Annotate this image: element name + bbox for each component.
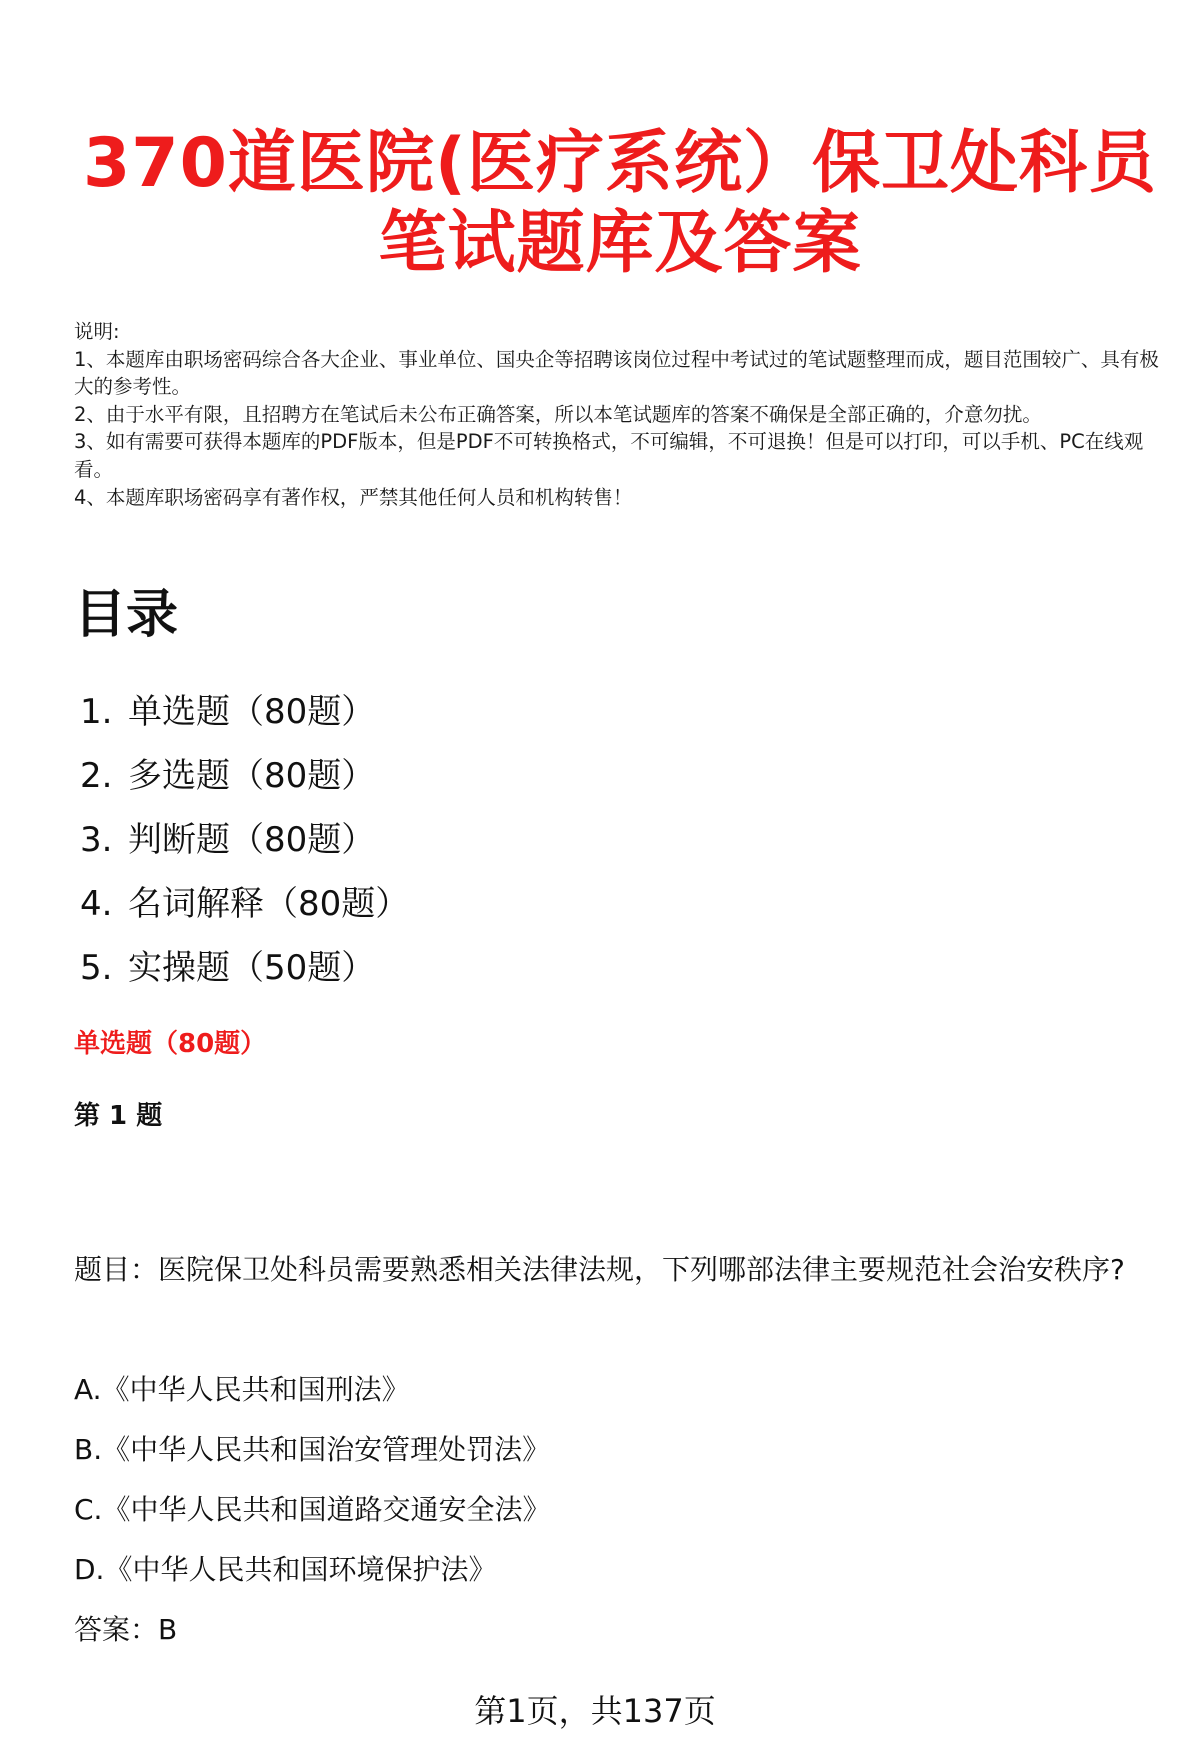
answer-options (74, 1360, 550, 1600)
toc-item-label: 判断题（80题） (128, 820, 376, 860)
toc-item[interactable] (80, 872, 409, 936)
option-d: D.《中华人民共和国环境保护法》 (74, 1553, 497, 1586)
toc-item[interactable] (80, 680, 409, 744)
notes-heading: 说明: (74, 320, 120, 343)
toc-item[interactable] (80, 744, 409, 808)
note-item-2: 2、由于水平有限，且招聘方在笔试后未公布正确答案，所以本笔试题库的答案不确保是全部正确的，介意勿扰。 (74, 402, 1042, 426)
toc-item-label: 名词解释（80题） (128, 884, 410, 924)
toc-item-number: 4. (80, 884, 113, 924)
question-text: 题目：医院保卫处科员需要熟悉相关法律法规，下列哪部法律主要规范社会治安秩序? (74, 1253, 1125, 1286)
option-b: B.《中华人民共和国治安管理处罚法》 (74, 1433, 551, 1466)
toc-item-label: 多选题（80题） (128, 756, 376, 796)
toc-item[interactable] (80, 808, 409, 872)
toc-heading: 目录 (74, 585, 179, 645)
toc-item-label: 单选题（80题） (128, 692, 376, 732)
answer-text: 答案：B (74, 1613, 178, 1646)
toc-item-number: 1. (80, 692, 113, 732)
document-title-line-1: 370道医院(医疗系统）保卫处科员 (82, 124, 1158, 203)
notes-block (74, 318, 1164, 511)
note-item-3: 3、如有需要可获得本题库的PDF版本，但是PDF不可转换格式，不可编辑，不可退换！但是可以打印，可以手机、PC在线观看。 (74, 430, 1144, 481)
section-heading: 单选题（80题） (74, 1029, 267, 1059)
option-a: A.《中华人民共和国刑法》 (74, 1373, 410, 1406)
note-item-1: 1、本题库由职场密码综合各大企业、事业单位、国央企等招聘该岗位过程中考试过的笔试题整理而成，题目范围较广、具有极大的参考性。 (74, 347, 1159, 399)
document-title-line-2: 笔试题库及答案 (378, 204, 862, 283)
option-c: C.《中华人民共和国道路交通安全法》 (74, 1493, 551, 1526)
toc-item-number: 5. (80, 948, 113, 988)
toc-item-label: 实操题（50题） (128, 948, 376, 988)
toc-item-number: 2. (80, 756, 113, 796)
page-footer: 第1页，共137页 (474, 1692, 716, 1730)
toc-item[interactable] (80, 936, 409, 1000)
note-item-4: 4、本题库职场密码享有著作权，严禁其他任何人员和机构转售！ (74, 485, 633, 509)
question-number: 第 1 题 (74, 1101, 163, 1131)
toc-item-number: 3. (80, 820, 113, 860)
table-of-contents (80, 680, 409, 1000)
